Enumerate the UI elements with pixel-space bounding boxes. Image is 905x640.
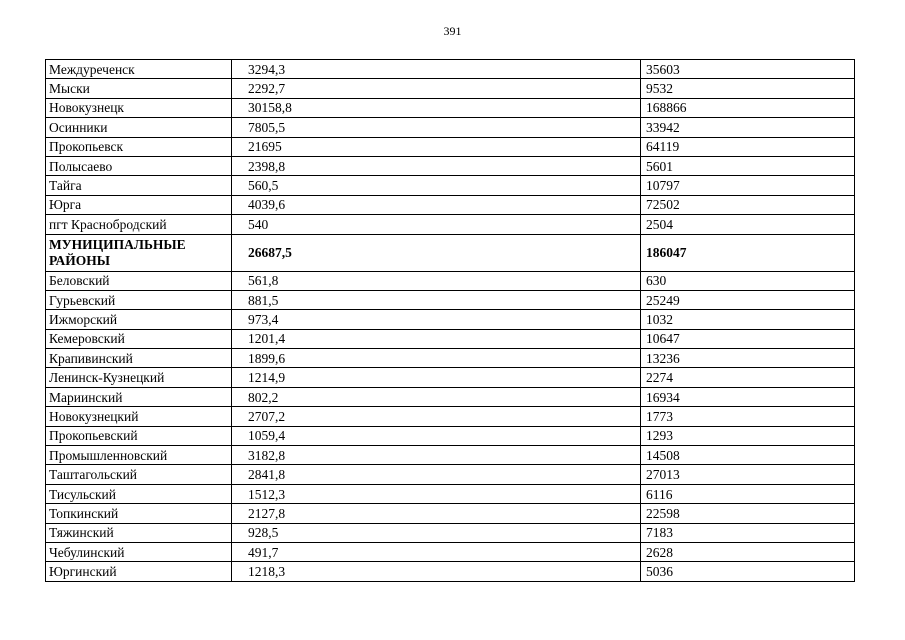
row-name-cell: Прокопьевский bbox=[46, 426, 232, 445]
row-value-2-cell: 168866 bbox=[641, 98, 855, 117]
row-value-2-cell: 27013 bbox=[641, 465, 855, 484]
row-value-1-cell: 4039,6 bbox=[232, 195, 641, 214]
row-value-1-cell: 973,4 bbox=[232, 310, 641, 329]
table-row bbox=[46, 195, 855, 214]
data-table bbox=[45, 59, 855, 582]
row-value-2-cell: 2504 bbox=[641, 215, 855, 234]
section-value-2-cell: 186047 bbox=[641, 234, 855, 271]
section-name-cell: МУНИЦИПАЛЬНЫЕ РАЙОНЫ bbox=[46, 234, 232, 271]
row-name-cell: Промышленновский bbox=[46, 446, 232, 465]
table-row bbox=[46, 349, 855, 368]
row-value-2-cell: 10797 bbox=[641, 176, 855, 195]
row-value-2-cell: 10647 bbox=[641, 329, 855, 348]
table-row bbox=[46, 484, 855, 503]
table-row bbox=[46, 60, 855, 79]
row-name-cell: Крапивинский bbox=[46, 349, 232, 368]
section-value-1-cell: 26687,5 bbox=[232, 234, 641, 271]
row-value-1-cell: 21695 bbox=[232, 137, 641, 156]
table-row bbox=[46, 118, 855, 137]
row-value-1-cell: 540 bbox=[232, 215, 641, 234]
row-value-2-cell: 5601 bbox=[641, 156, 855, 175]
row-name-cell: Беловский bbox=[46, 271, 232, 290]
table-row bbox=[46, 310, 855, 329]
table-row bbox=[46, 407, 855, 426]
table-row bbox=[46, 368, 855, 387]
table-row bbox=[46, 387, 855, 406]
row-value-2-cell: 16934 bbox=[641, 387, 855, 406]
row-name-cell: Юрга bbox=[46, 195, 232, 214]
row-name-cell: Тисульский bbox=[46, 484, 232, 503]
row-value-1-cell: 561,8 bbox=[232, 271, 641, 290]
row-value-1-cell: 2707,2 bbox=[232, 407, 641, 426]
row-value-2-cell: 1293 bbox=[641, 426, 855, 445]
table-row bbox=[46, 290, 855, 309]
row-value-1-cell: 928,5 bbox=[232, 523, 641, 542]
table-row bbox=[46, 562, 855, 581]
table-row bbox=[46, 504, 855, 523]
table-row bbox=[46, 137, 855, 156]
row-value-1-cell: 2127,8 bbox=[232, 504, 641, 523]
row-value-2-cell: 6116 bbox=[641, 484, 855, 503]
row-value-2-cell: 2274 bbox=[641, 368, 855, 387]
row-value-1-cell: 1512,3 bbox=[232, 484, 641, 503]
table-row bbox=[46, 79, 855, 98]
row-value-2-cell: 1773 bbox=[641, 407, 855, 426]
row-value-1-cell: 1214,9 bbox=[232, 368, 641, 387]
row-value-1-cell: 1218,3 bbox=[232, 562, 641, 581]
row-name-cell: Тяжинский bbox=[46, 523, 232, 542]
table-row bbox=[46, 426, 855, 445]
table-row bbox=[46, 156, 855, 175]
table-row bbox=[46, 446, 855, 465]
row-value-1-cell: 3182,8 bbox=[232, 446, 641, 465]
table-row bbox=[46, 329, 855, 348]
row-value-1-cell: 2841,8 bbox=[232, 465, 641, 484]
row-value-1-cell: 3294,3 bbox=[232, 60, 641, 79]
section-header-row bbox=[46, 234, 855, 271]
row-name-cell: Чебулинский bbox=[46, 542, 232, 561]
row-value-2-cell: 22598 bbox=[641, 504, 855, 523]
row-value-2-cell: 25249 bbox=[641, 290, 855, 309]
row-value-1-cell: 1899,6 bbox=[232, 349, 641, 368]
row-value-1-cell: 802,2 bbox=[232, 387, 641, 406]
row-name-cell: Мариинский bbox=[46, 387, 232, 406]
row-name-cell: Тайга bbox=[46, 176, 232, 195]
row-name-cell: пгт Краснобродский bbox=[46, 215, 232, 234]
row-value-1-cell: 7805,5 bbox=[232, 118, 641, 137]
table-row bbox=[46, 465, 855, 484]
row-value-2-cell: 64119 bbox=[641, 137, 855, 156]
row-name-cell: Осинники bbox=[46, 118, 232, 137]
table-row bbox=[46, 98, 855, 117]
row-value-2-cell: 9532 bbox=[641, 79, 855, 98]
row-value-2-cell: 72502 bbox=[641, 195, 855, 214]
row-value-1-cell: 1201,4 bbox=[232, 329, 641, 348]
row-name-cell: Мыски bbox=[46, 79, 232, 98]
row-name-cell: Новокузнецк bbox=[46, 98, 232, 117]
table-row bbox=[46, 176, 855, 195]
row-value-2-cell: 35603 bbox=[641, 60, 855, 79]
row-name-cell: Таштагольский bbox=[46, 465, 232, 484]
row-value-1-cell: 2398,8 bbox=[232, 156, 641, 175]
table-row bbox=[46, 542, 855, 561]
row-name-cell: Ленинск-Кузнецкий bbox=[46, 368, 232, 387]
row-value-2-cell: 5036 bbox=[641, 562, 855, 581]
row-name-cell: Гурьевский bbox=[46, 290, 232, 309]
row-name-cell: Топкинский bbox=[46, 504, 232, 523]
row-value-1-cell: 881,5 bbox=[232, 290, 641, 309]
row-value-1-cell: 2292,7 bbox=[232, 79, 641, 98]
row-value-1-cell: 30158,8 bbox=[232, 98, 641, 117]
row-name-cell: Прокопьевск bbox=[46, 137, 232, 156]
row-value-1-cell: 1059,4 bbox=[232, 426, 641, 445]
row-name-cell: Междуреченск bbox=[46, 60, 232, 79]
row-value-2-cell: 630 bbox=[641, 271, 855, 290]
row-name-cell: Полысаево bbox=[46, 156, 232, 175]
row-value-2-cell: 7183 bbox=[641, 523, 855, 542]
row-value-1-cell: 560,5 bbox=[232, 176, 641, 195]
page-number: 391 bbox=[443, 24, 462, 38]
row-name-cell: Юргинский bbox=[46, 562, 232, 581]
row-value-1-cell: 491,7 bbox=[232, 542, 641, 561]
row-value-2-cell: 14508 bbox=[641, 446, 855, 465]
row-value-2-cell: 33942 bbox=[641, 118, 855, 137]
row-name-cell: Ижморский bbox=[46, 310, 232, 329]
row-value-2-cell: 1032 bbox=[641, 310, 855, 329]
row-name-cell: Новокузнецкий bbox=[46, 407, 232, 426]
table-row bbox=[46, 215, 855, 234]
row-value-2-cell: 13236 bbox=[641, 349, 855, 368]
row-name-cell: Кемеровский bbox=[46, 329, 232, 348]
table-row bbox=[46, 523, 855, 542]
row-value-2-cell: 2628 bbox=[641, 542, 855, 561]
table-row bbox=[46, 271, 855, 290]
